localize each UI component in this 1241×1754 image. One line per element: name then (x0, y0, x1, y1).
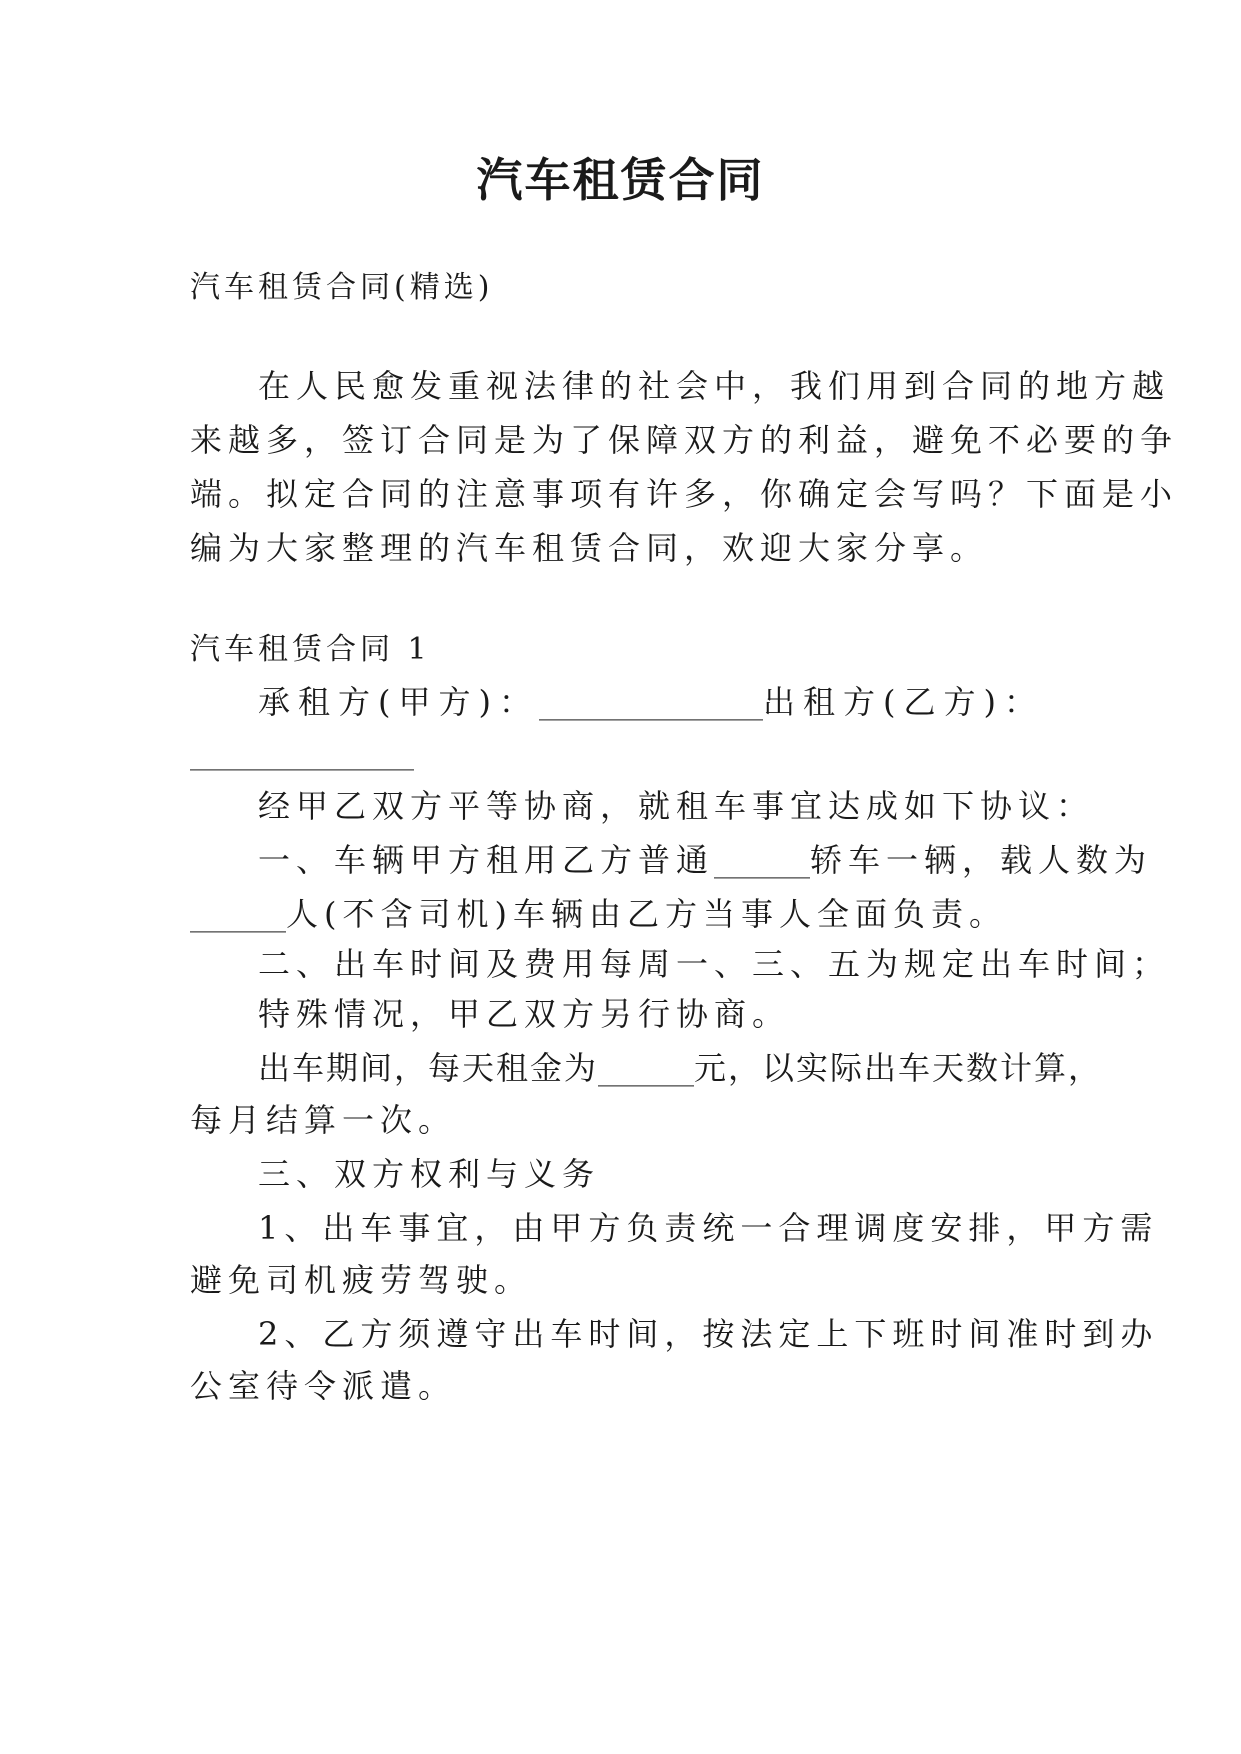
lessee-blank: ______________ (538, 683, 763, 721)
clause1-text-c: 人(不含司机)车辆由乙方当事人全面负责。 (286, 895, 1007, 933)
document-title: 汽车租赁合同 (476, 153, 765, 207)
clause1-text-b: 轿车一辆，载人数为 (810, 841, 1153, 879)
lessee-label: 承租方(甲方)： (258, 683, 539, 721)
clause1-line2 (190, 892, 1070, 936)
item2-line2: 公室待令派遣。 (190, 1367, 457, 1405)
rent-line2: 每月结算一次。 (190, 1101, 457, 1139)
clause1-line1 (258, 838, 1153, 882)
seat-type-blank: ______ (714, 841, 811, 879)
item2-line1: 2、乙方须遵守出车时间，按法定上下班时间准时到办 (258, 1315, 1159, 1353)
intro-line-2: 来越多，签订合同是为了保障双方的利益，避免不必要的争 (190, 421, 1179, 459)
intro-line-4: 编为大家整理的汽车租赁合同，欢迎大家分享。 (190, 529, 989, 567)
rent-text-a: 出车期间，每天租金为 (258, 1049, 599, 1087)
clause3-heading: 三、双方权利与义务 (258, 1155, 601, 1193)
item1-line2: 避免司机疲劳驾驶。 (190, 1261, 533, 1299)
parties-line (258, 680, 1070, 724)
lessor-label: 出租方(乙方)： (762, 683, 1044, 721)
clause1-text-a: 一、车辆甲方租用乙方普通 (258, 841, 715, 879)
intro-line-3: 端。拟定合同的注意事项有许多，你确定会写吗？下面是小 (190, 475, 1179, 513)
passenger-count-blank: ______ (190, 895, 286, 933)
item1-line1: 1、出车事宜，由甲方负责统一合理调度安排，甲方需 (258, 1209, 1159, 1247)
intro-line-1: 在人民愈发重视法律的社会中，我们用到合同的地方越 (258, 367, 1171, 405)
clause2-line1: 二、出车时间及费用每周一、三、五为规定出车时间； (258, 945, 1171, 983)
lessor-blank: ______________ (190, 733, 414, 771)
rent-line1 (258, 1046, 1103, 1090)
contract-heading: 汽车租赁合同 1 (190, 632, 431, 667)
agreement-intro: 经甲乙双方平等协商，就租车事宜达成如下协议： (258, 787, 1095, 825)
rent-text-b: 元，以实际出车天数计算， (694, 1049, 1103, 1087)
clause2-line2: 特殊情况，甲乙双方另行协商。 (258, 995, 791, 1033)
document-subtitle: 汽车租赁合同(精选) (190, 270, 494, 305)
daily-rent-blank: ______ (598, 1049, 695, 1087)
